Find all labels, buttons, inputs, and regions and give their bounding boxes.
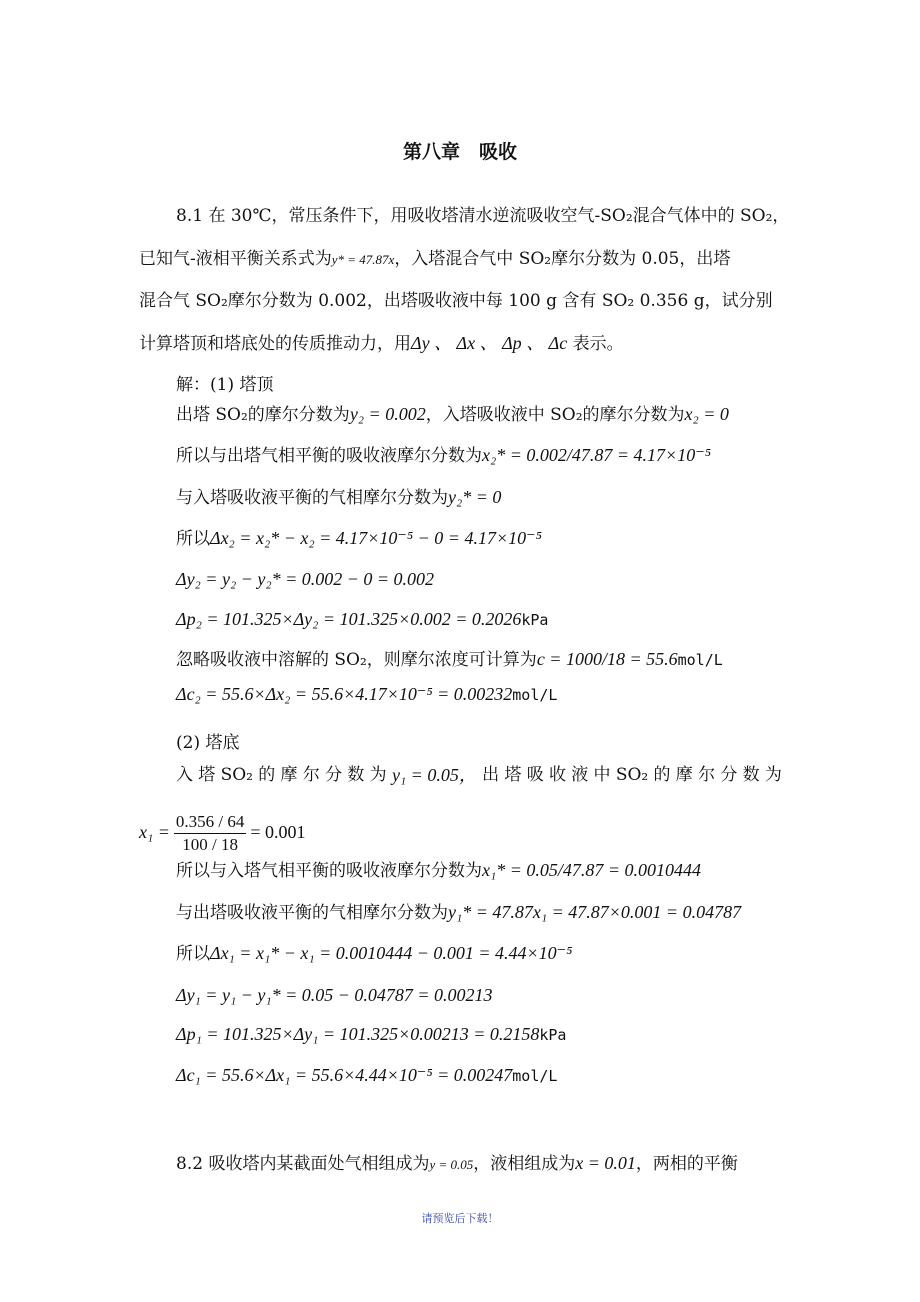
chapter-title: 第八章 吸收 — [402, 141, 517, 163]
solution-top-line1: 出塔 SO₂的摩尔分数为y₂ = 0.002，入塔吸收液中 SO₂的摩尔分数为x₂ = 0 — [176, 404, 729, 425]
solution-bottom-line7: Δp₁ = 101.325×Δy₁ = 101.325×0.00213 = 0.2158kPa — [176, 1024, 567, 1044]
solution-bottom-line2: x₁ = $\frac{0.356 / 64}{100 / 18}$ = 0.001 — [139, 812, 306, 854]
solution-top-line2: 所以与出塔气相平衡的吸收液摩尔分数为x₂* = 0.002/47.87 = 4.17×10⁻⁵ — [176, 445, 711, 466]
problem1-line3: 混合气 SO₂摩尔分数为 0.002，出塔吸收液中每 100 g 含有 SO₂ 0.356 g，试分别 — [139, 291, 773, 311]
solution-top-line7: 忽略吸收液中溶解的 SO₂，则摩尔浓度可计算为c = 1000/18 = 55.6mol/L — [176, 649, 723, 670]
problem1-line2: 已知气-液相平衡关系式为y* = 47.87x，入塔混合气中 SO₂摩尔分数为 0.05，出塔 — [139, 249, 731, 269]
solution-top-line3: 与入塔吸收液平衡的气相摩尔分数为y₂* = 0 — [176, 487, 502, 508]
solution-bottom-heading: (2) 塔底 — [176, 733, 240, 753]
solution-top-line6: Δp₂ = 101.325×Δy₂ = 101.325×0.002 = 0.2026kPa — [176, 609, 549, 629]
solution-top-line8: Δc₂ = 55.6×Δx₂ = 55.6×4.17×10⁻⁵ = 0.00232mol/L — [176, 684, 558, 704]
solution-bottom-line1: 入 塔 SO₂ 的 摩 尔 分 数 为 y₁ = 0.05， 出 塔 吸 收 液 中 SO₂ 的 摩 尔 分 数 为 — [176, 765, 782, 785]
fraction-x1: $\frac{0.356 / 64}{100 / 18}$ — [175, 812, 245, 854]
solution-bottom-line8: Δc₁ = 55.6×Δx₁ = 55.6×4.44×10⁻⁵ = 0.00247mol/L — [176, 1065, 558, 1085]
solution-bottom-line5: 所以Δx₁ = x₁* − x₁ = 0.0010444 − 0.001 = 4.44×10⁻⁵ — [176, 943, 573, 964]
problem2-line1: 8.2 吸收塔内某截面处气相组成为y = 0.05，液相组成为x = 0.01，两相的平衡 — [176, 1153, 738, 1174]
problem1-line1: 8.1 在 30℃，常压条件下，用吸收塔清水逆流吸收空气-SO₂混合气体中的 SO₂， — [176, 206, 790, 226]
equilibrium-equation: y* = 47.87x — [331, 252, 395, 267]
problem1-line4: 计算塔顶和塔底处的传质推动力，用Δy 、 Δx 、 Δp 、 Δc 表示。 — [139, 333, 624, 354]
solution-top-heading: 解：(1) 塔顶 — [176, 375, 274, 395]
driving-force-symbols: Δy 、 Δx 、 Δp 、 Δc — [411, 333, 568, 353]
preview-download-footer: 请预览后下载！ — [421, 1212, 499, 1225]
solution-bottom-line3: 所以与入塔气相平衡的吸收液摩尔分数为x₁* = 0.05/47.87 = 0.0010444 — [176, 860, 702, 881]
solution-top-line4: 所以Δx₂ = x₂* − x₂ = 4.17×10⁻⁵ − 0 = 4.17×10⁻⁵ — [176, 528, 542, 549]
solution-bottom-line4: 与出塔吸收液平衡的气相摩尔分数为y₁* = 47.87x₁ = 47.87×0.001 = 0.04787 — [176, 902, 742, 923]
solution-top-line5: Δy₂ = y₂ − y₂* = 0.002 − 0 = 0.002 — [176, 569, 435, 589]
solution-bottom-line6: Δy₁ = y₁ − y₁* = 0.05 − 0.04787 = 0.00213 — [176, 985, 493, 1005]
